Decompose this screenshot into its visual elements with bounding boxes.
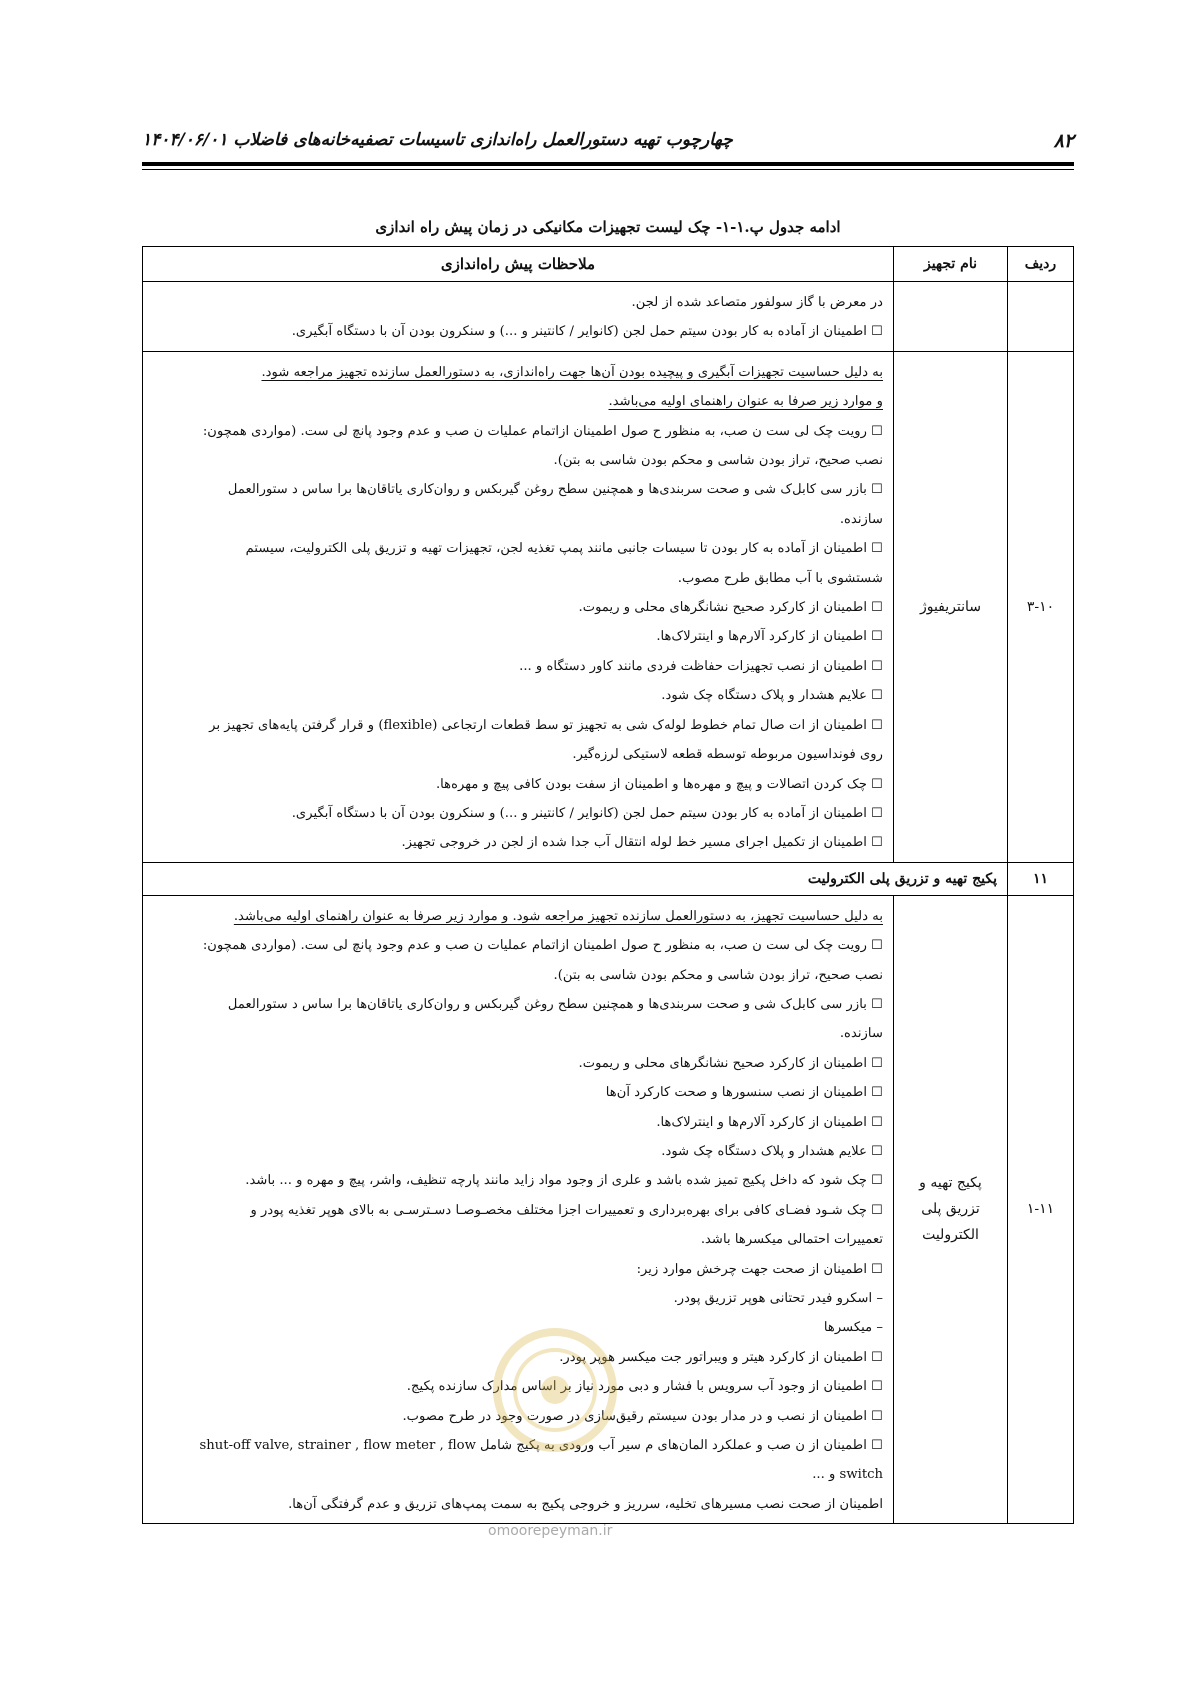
- equipment-name-cell: [894, 282, 1008, 352]
- checklist-line: نصب صحیح، تراز بودن شاسی و محکم بودن شاسی به بتن).: [553, 453, 883, 469]
- checklist-line: ☐ بازر سی کابل‌ک شی و صحت سربندی‌ها و همچنین سطح روغن گیربکس و روان‌کاری یاتاقان‌ها برا ساس د ستورالعمل: [227, 996, 883, 1012]
- checklist-line: ☐ اطمینان از کارکرد هیتر و ویبراتور جت میکسر هوپر پودر.: [559, 1349, 883, 1365]
- header-notes: ملاحظات پیش راه‌اندازی: [143, 247, 894, 282]
- equipment-name-cell: [894, 895, 1008, 1524]
- checklist-line: ☐ اطمینان از کارکرد آلارم‌ها و اینترلاک‌ها.: [656, 629, 883, 645]
- checklist-line: ☐ اطمینان از کارکرد صحیح نشانگرهای محلی و ریموت.: [578, 600, 883, 616]
- section-title: پکیج تهیه و تزریق پلی الکترولیت: [143, 862, 1008, 895]
- checklist-line: ☐ اطمینان از نصب تجهیزات حفاظت فردی مانند کاور دستگاه و ...: [519, 658, 883, 674]
- table-row: [143, 282, 1074, 352]
- checklist-line: اطمینان از صحت نصب مسیرهای تخلیه، سرریز و خروجی پکیج به سمت پمپ‌های تزریق و عدم گرفتگی آن‌ها.: [288, 1496, 883, 1512]
- notes-cell: [143, 282, 894, 352]
- checklist-line: ☐ اطمینان از آماده به کار بودن تا سیسات جانبی مانند پمپ تغذیه لجن، تجهیزات تهیه و تزریق پلی الکترولیت، سیستم: [245, 541, 883, 557]
- row-number-cell: ۱-۱۱: [1008, 895, 1074, 1524]
- page-number: ۸۲: [1053, 130, 1074, 152]
- checklist-line: ☐ بازر سی کابل‌ک شی و صحت سربندی‌ها و همچنین سطح روغن گیربکس و روان‌کاری یاتاقان‌ها برا ساس د ستورالعمل: [227, 482, 883, 498]
- header-row-number: ردیف: [1008, 247, 1074, 282]
- checklist-line: به دلیل حساسیت تجهیزات آبگیری و پیچیده بودن آن‌ها جهت راه‌اندازی، به دستورالعمل سازنده تجهیز مراجعه شود.: [261, 364, 883, 380]
- checklist-line: سازنده.: [839, 511, 883, 527]
- checklist-line: تعمییرات احتمالی میکسرها باشد.: [700, 1232, 883, 1248]
- checklist-line: ☐ اطمینان از وجود آب سرویس با فشار و دبی مورد نیاز بر اساس مدارک سازنده پکیج.: [406, 1379, 883, 1395]
- equipment-name-line: پکیج تهیه و: [919, 1175, 982, 1192]
- table-header-row: [143, 247, 1074, 282]
- row-number-cell: ۳-۱۰: [1008, 351, 1074, 862]
- checklist-line: روی فونداسیون مربوطه توسطه قطعه لاستیکی لرزه‌گیر.: [572, 747, 883, 763]
- checklist-line: ☐ اطمینان از ات صال تمام خطوط لوله‌ک شی به تجهیز تو سط قطعات ارتجاعی (flexible) و قرار گرفتن پایه‌های تجهیز بر: [209, 717, 883, 733]
- section-row: [143, 862, 1074, 895]
- checklist-line: ☐ اطمینان از نصب سنسورها و صحت کارکرد آن‌ها: [605, 1085, 883, 1101]
- checklist-line: – میکسرها: [823, 1320, 883, 1336]
- checklist-line: و موارد زیر صرفا به عنوان راهنمای اولیه می‌باشد.: [608, 394, 883, 410]
- checklist-line: ☐ رویت چک لی ست ن صب، به منظور ح صول اطمینان ازاتمام عملیات ن صب و عدم وجود پانچ لی ست. (مواردی همچون:: [202, 938, 883, 954]
- checklist-line: ☐ چک کردن اتصالات و پیچ و مهره‌ها و اطمینان از سفت بودن کافی پیچ و مهره‌ها.: [435, 776, 883, 792]
- notes-cell: [143, 351, 894, 862]
- header-rule-thin: [142, 169, 1074, 170]
- checklist-line: در معرض با گاز سولفور متصاعد شده از لجن.: [631, 295, 883, 310]
- header-rule-thick: [142, 162, 1074, 166]
- page-header: [142, 130, 1074, 164]
- checklist-line: switch و ...: [812, 1467, 883, 1483]
- section-number: ۱۱: [1008, 862, 1074, 895]
- row-number-cell: [1008, 282, 1074, 352]
- checklist-line: ☐ علایم هشدار و پلاک دستگاه چک شود.: [661, 1143, 883, 1159]
- checklist-line: ☐ چک شـود فضـای کافی برای بهره‌برداری و تعمییرات اجزا مختلف مخصـوصـا دسـترسـی به بالای هوپر تغذیه پودر و: [250, 1202, 883, 1218]
- checklist-line: سازنده.: [839, 1026, 883, 1042]
- logo-seal-icon: [490, 1320, 620, 1460]
- checklist-line: ☐ اطمینان از تکمیل اجرای مسیر خط لوله انتقال آب جدا شده از لجن در خروجی تجهیز.: [401, 835, 883, 851]
- checklist-line: ☐ اطمینان از ن صب و عملکرد المان‌های م سیر آب ورودی به پکیج شامل shut-off valve, strainer , flow meter , flow: [199, 1438, 883, 1454]
- table-row: [143, 351, 1074, 862]
- equipment-name-cell: سانتریفیوژ: [894, 351, 1008, 862]
- checklist-line: ☐ اطمینان از کارکرد صحیح نشانگرهای محلی و ریموت.: [578, 1055, 883, 1071]
- checklist-line: ☐ رویت چک لی ست ن صب، به منظور ح صول اطمینان ازاتمام عملیات ن صب و عدم وجود پانچ لی ست. (مواردی همچون:: [202, 423, 883, 439]
- checklist-line: ☐ چک شود که داخل پکیج تمیز شده باشد و علری از وجود مواد زاید مانند پارچه تنظیف، واشر، پیچ و مهره و ... باشد.: [245, 1173, 883, 1189]
- header-title: چهارچوب تهیه دستورالعمل راه‌اندازی تاسیسات تصفیه‌خانه‌های فاضلاب ۱۴۰۴/۰۶/۰۱: [142, 130, 733, 150]
- checklist-line: – اسکرو فیدر تحتانی هوپر تزریق پودر.: [673, 1291, 883, 1306]
- checklist-line: ☐ اطمینان از آماده به کار بودن سیتم حمل لجن (کانوایر / کانتینر و ...) و سنکرون بودن آن با دستگاه آبگیری.: [291, 805, 883, 821]
- checklist-line: نصب صحیح، تراز بودن شاسی و محکم بودن شاسی به بتن).: [553, 967, 883, 983]
- checklist-line: شستشوی با آب مطابق طرح مصوب.: [677, 570, 883, 586]
- checklist-line: ☐ اطمینان از کارکرد آلارم‌ها و اینترلاک‌ها.: [656, 1114, 883, 1130]
- header-equipment-name: نام تجهیز: [894, 247, 1008, 282]
- checklist-line: به دلیل حساسیت تجهیز، به دستورالعمل سازنده تجهیز مراجعه شود. و موارد زیر صرفا به عنوان راهنمای اولیه می‌باشد.: [233, 908, 883, 924]
- equipment-name-line: الکترولیت: [922, 1227, 979, 1244]
- checklist-line: ☐ اطمینان از نصب و در مدار بودن سیستم رقیق‌سازی در صورت وجود در طرح مصوب.: [402, 1408, 883, 1424]
- checklist-line: ☐ اطمینان از آماده به کار بودن سیتم حمل لجن (کانوایر / کانتینر و ...) و سنکرون بودن آن با دستگاه آبگیری.: [291, 324, 883, 340]
- watermark-text: omoorepeyman.ir: [488, 1523, 613, 1539]
- equipment-name-line: تزریق پلی: [921, 1201, 980, 1218]
- checklist-line: ☐ علایم هشدار و پلاک دستگاه چک شود.: [661, 688, 883, 704]
- checklist-line: ☐ اطمینان از صحت جهت چرخش موارد زیر:: [636, 1261, 883, 1277]
- table-caption: ادامه جدول پ.۱-۱- چک لیست تجهیزات مکانیکی در زمان پیش راه اندازی: [375, 218, 841, 236]
